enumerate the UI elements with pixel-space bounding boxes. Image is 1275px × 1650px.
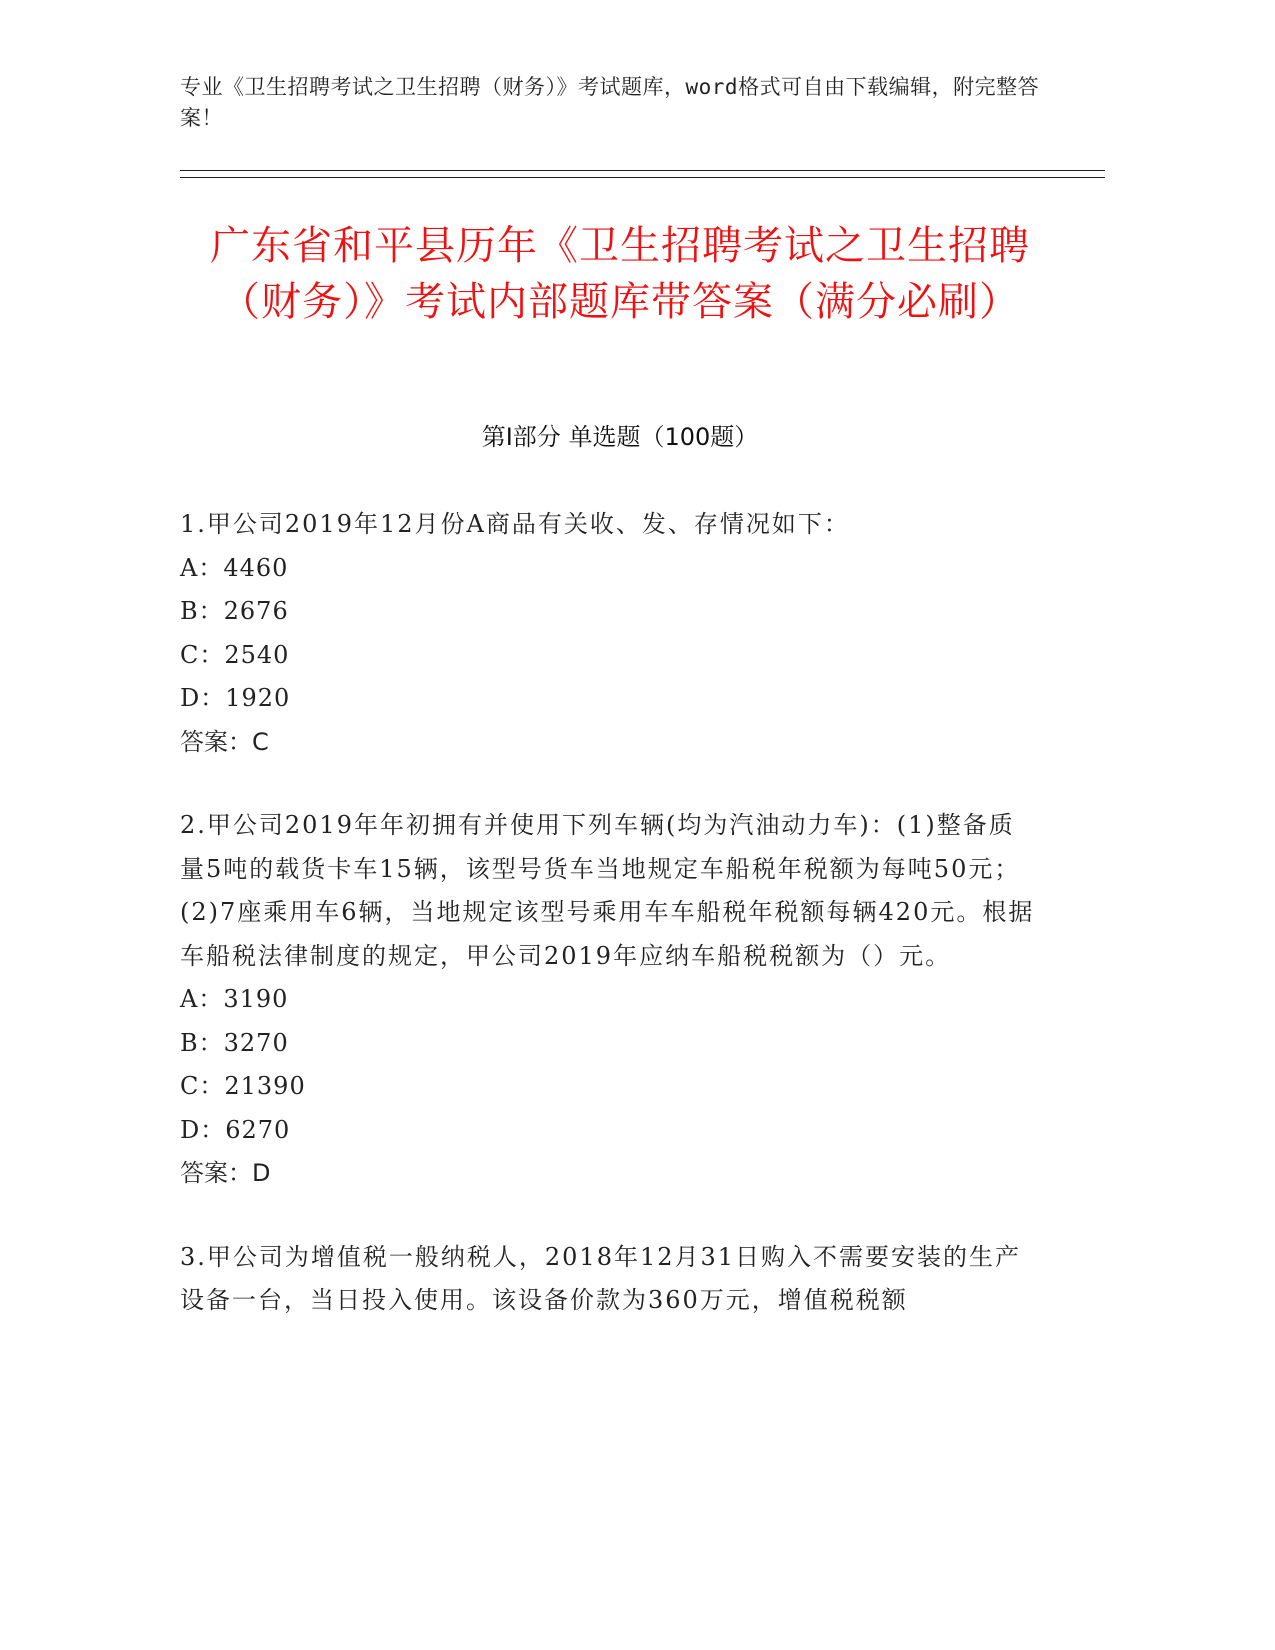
option-a: A：4460 — [180, 553, 289, 582]
question-stem: 2.甲公司2019年年初拥有并使用下列车辆(均为汽油动力车)：(1)整备质量5吨的载货卡车15辆，该型号货车当地规定车船税年税额为每吨50元；(2)7座乘用车6辆，当地规定该型号乘用车车船税年税额每辆420元。根据车船税法律制度的规定，甲公司2019年应纳车船税税额为（）元。 — [180, 811, 1035, 970]
option-b: B：3270 — [180, 1028, 289, 1057]
document-title: 广东省和平县历年《卫生招聘考试之卫生招聘（财务）》考试内部题库带答案（满分必刷） — [210, 223, 1030, 325]
option-a: A：3190 — [180, 985, 289, 1013]
header-note: 专业《卫生招聘考试之卫生招聘（财务）》考试题库，word格式可自由下载编辑，附完整答案！ — [180, 75, 1040, 130]
header-divider-top — [180, 170, 1105, 171]
section-title: 第Ⅰ部分 单选题（100题） — [481, 423, 759, 451]
question-1 — [180, 503, 1040, 764]
question-stem: 1.甲公司2019年12月份A商品有关收、发、存情况如下： — [180, 510, 850, 538]
option-b: B：2676 — [180, 597, 289, 625]
option-c: C：2540 — [180, 640, 290, 669]
question-stem: 3.甲公司为增值税一般纳税人，2018年12月31日购入不需要安装的生产设备一台，当日投入使用。该设备价款为360万元，增值税税额 — [180, 1242, 1022, 1314]
option-d: D：6270 — [180, 1115, 291, 1144]
question-2 — [180, 804, 1040, 1196]
option-c: C：21390 — [180, 1072, 306, 1100]
answer-line: 答案：C — [180, 727, 269, 756]
question-3 — [180, 1236, 1040, 1323]
question-list — [180, 503, 1040, 1363]
header-divider-bottom — [180, 177, 1105, 178]
option-d: D：1920 — [180, 684, 291, 712]
answer-line: 答案：D — [180, 1159, 271, 1187]
